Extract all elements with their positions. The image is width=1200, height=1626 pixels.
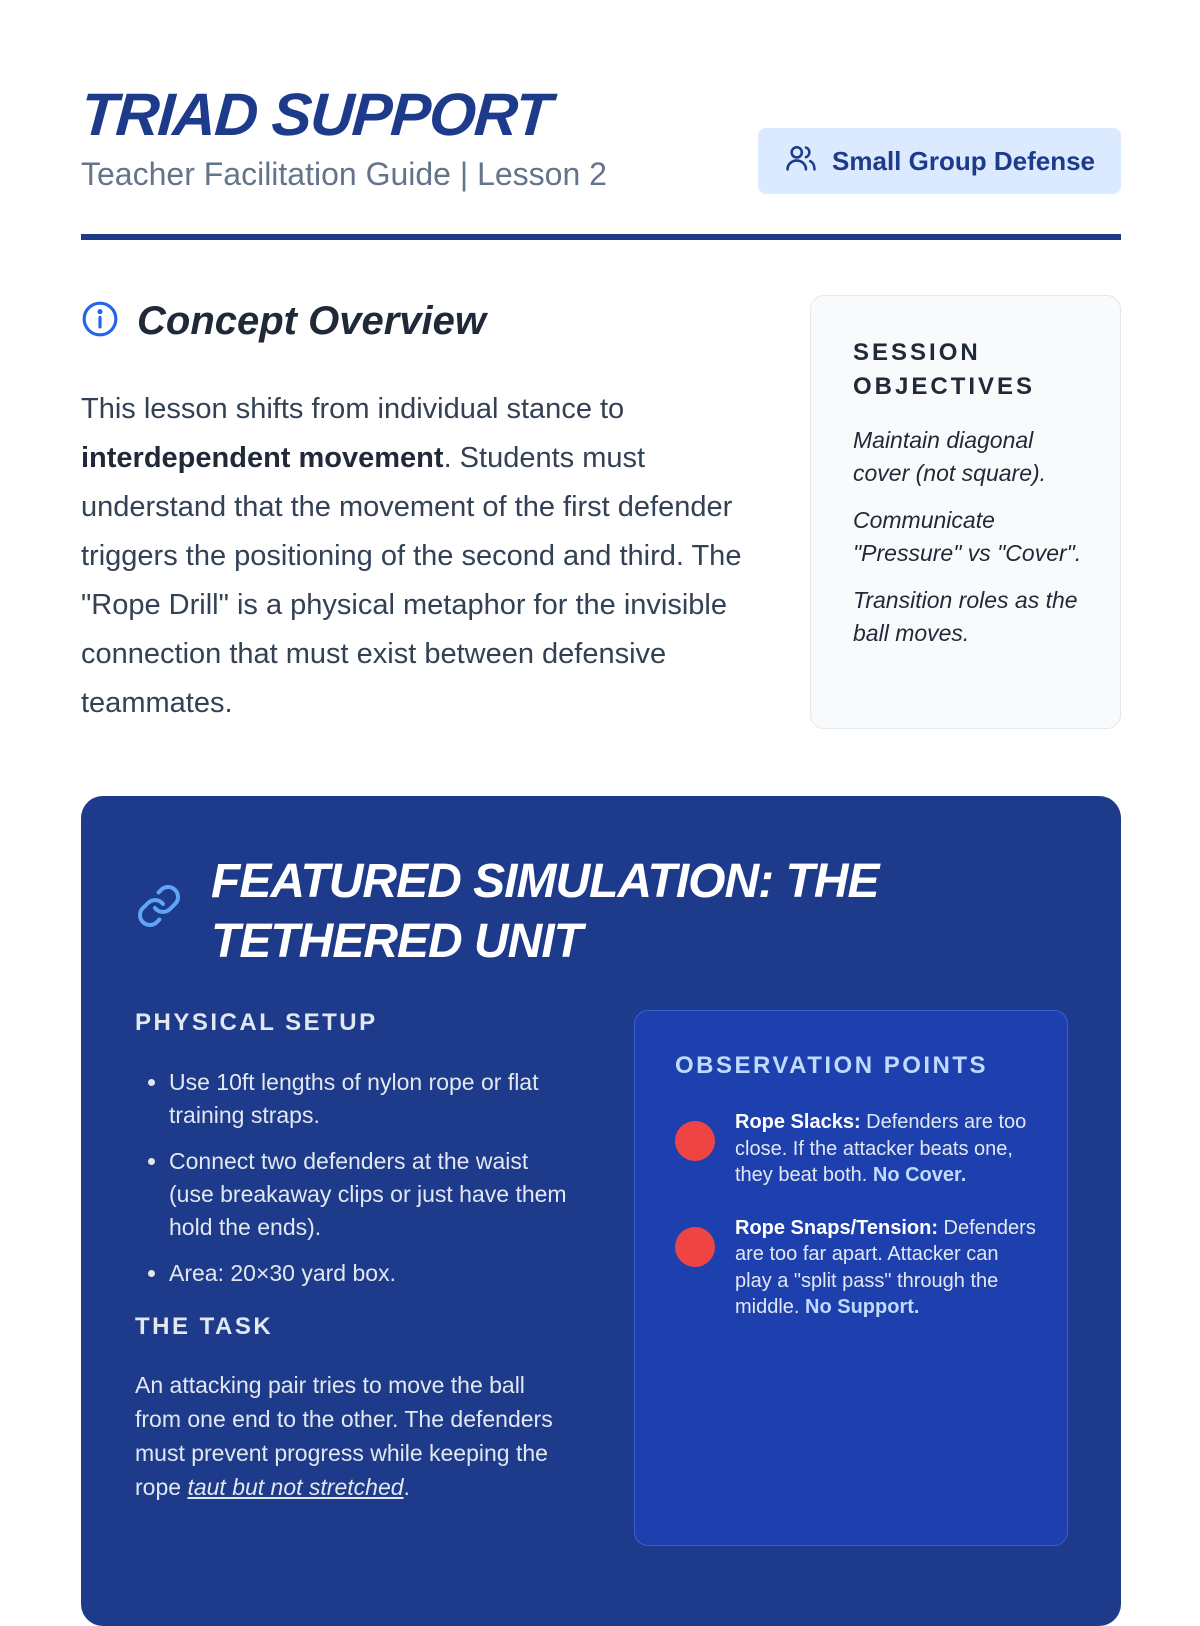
observation-detail: Defenders are too far apart. Attacker can play a "split pass" through the middle. — [735, 1216, 1036, 1318]
simulation-title: FEATURED SIMULATION: THE TETHERED UNIT — [211, 855, 879, 968]
objective-item: Communicate "Pressure" vs "Cover". — [853, 507, 1082, 566]
header-divider — [81, 234, 1121, 240]
observation-text — [735, 1215, 1037, 1321]
simulation-heading — [135, 852, 971, 972]
list-item: • Area: 20×30 yard box. — [169, 1257, 575, 1290]
setup-column — [135, 1008, 575, 1527]
observation-points-card — [634, 1010, 1068, 1546]
overview-paragraph — [81, 385, 761, 728]
header — [78, 80, 1121, 194]
featured-simulation-panel — [81, 796, 1121, 1626]
observation-item — [675, 1109, 1037, 1189]
category-badge — [758, 128, 1121, 194]
badge-label: Small Group Defense — [832, 145, 1095, 176]
observation-tag: No Cover. — [872, 1164, 967, 1186]
observation-label: OBSERVATION POINTS — [675, 1052, 989, 1079]
objective-item: Maintain diagonal cover (not square). — [853, 427, 1047, 486]
observation-tag: No Support. — [805, 1296, 920, 1318]
section-heading — [81, 293, 761, 349]
overview-emphasis: interdependent movement — [81, 442, 444, 474]
objectives-label: SESSION OBJECTIVES — [853, 339, 1036, 400]
task-paragraph — [135, 1368, 575, 1504]
brand-title: TRIAD SUPPORT — [78, 81, 553, 148]
session-objectives-card — [810, 295, 1121, 729]
concept-overview — [81, 293, 761, 757]
overview-text-start: This lesson shifts from individual stance to — [81, 393, 625, 425]
task-text-end: . — [403, 1474, 410, 1500]
objectives-list — [853, 424, 1090, 650]
observation-item — [675, 1215, 1037, 1321]
list-item: • Use 10ft lengths of nylon rope or flat training straps. — [169, 1066, 575, 1132]
overview-text-end: . Students must understand that the movement of the first defender triggers the positioning of the second and third. The "Rope Drill" is a physical metaphor for the invisible connection that must exist between defensive teammates. — [81, 442, 742, 719]
users-icon — [784, 141, 818, 182]
observation-lead: Rope Slacks: — [735, 1111, 861, 1133]
red-dot-icon — [675, 1227, 715, 1267]
observation-text — [735, 1109, 1037, 1189]
list-item: • Connect two defenders at the waist (use breakaway clips or just have them hold the ends). — [169, 1145, 575, 1244]
task-emphasis: taut but not stretched — [187, 1474, 404, 1500]
observation-lead: Rope Snaps/Tension: — [735, 1216, 938, 1239]
info-icon — [81, 300, 119, 343]
page-subtitle: Teacher Facilitation Guide | Lesson 2 — [81, 156, 607, 192]
link-icon — [135, 852, 183, 935]
setup-list — [135, 1066, 575, 1290]
task-text-start: An attacking pair tries to move the ball from one end to the other. The defenders must prevent progress while keeping the rope — [135, 1372, 553, 1500]
observation-detail: Defenders are too close. If the attacker beats one, they beat both. — [735, 1111, 1027, 1186]
red-dot-icon — [675, 1121, 715, 1161]
section-title: Concept Overview — [137, 298, 487, 343]
setup-label: PHYSICAL SETUP — [135, 1009, 378, 1036]
objective-item: Transition roles as the ball moves. — [853, 587, 1078, 646]
task-label: THE TASK — [135, 1313, 274, 1340]
